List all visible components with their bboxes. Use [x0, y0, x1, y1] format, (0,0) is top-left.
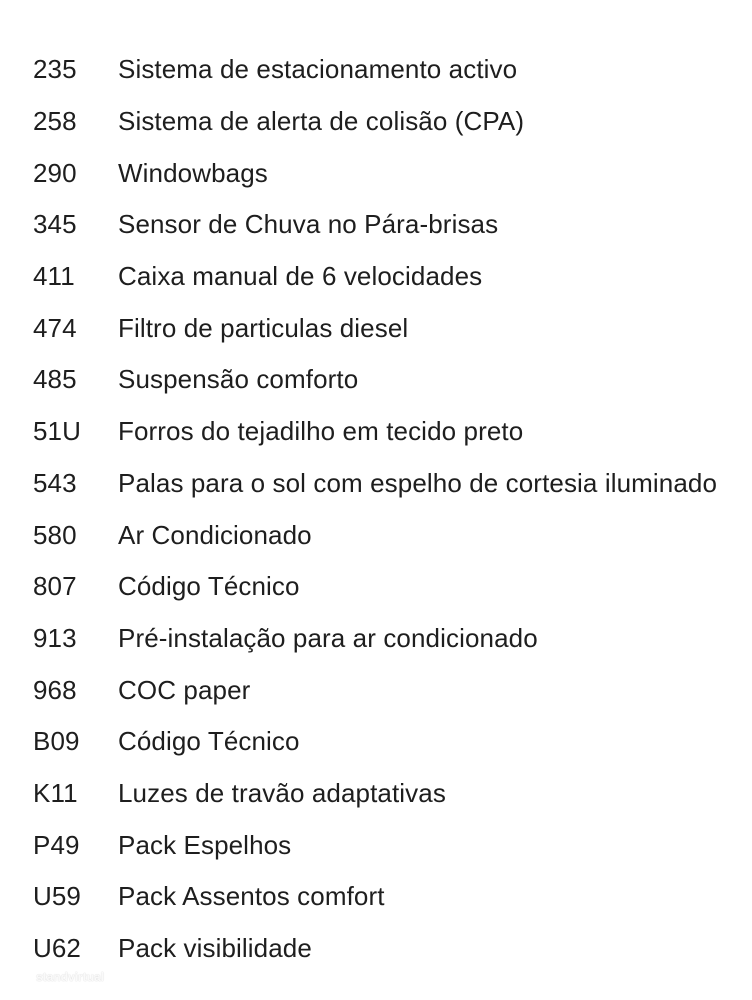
option-description: Windowbags: [118, 157, 268, 188]
option-row: [0, 509, 752, 561]
option-description: Filtro de particulas diesel: [118, 312, 409, 343]
option-description: Pack Assentos comfort: [118, 881, 385, 912]
option-description: Luzes de travão adaptativas: [118, 777, 446, 808]
option-row: [0, 147, 752, 199]
options-list: [0, 44, 752, 974]
option-row: [0, 664, 752, 716]
option-description: COC paper: [118, 674, 251, 705]
option-description: Ar Condicionado: [118, 519, 312, 550]
option-code: 345: [33, 209, 77, 240]
option-code: P49: [33, 829, 80, 860]
option-description: Código Técnico: [118, 726, 300, 757]
option-code: 258: [33, 106, 77, 137]
option-row: [0, 96, 752, 148]
option-row: [0, 716, 752, 768]
option-code: K11: [33, 777, 78, 808]
option-description: Código Técnico: [118, 571, 300, 602]
option-row: [0, 819, 752, 871]
option-code: 543: [33, 467, 77, 498]
option-code: 290: [33, 157, 77, 188]
option-code: B09: [33, 726, 80, 757]
option-description: Sensor de Chuva no Pára-brisas: [118, 209, 499, 240]
option-code: 51U: [33, 416, 81, 447]
watermark-logo: standvirtual: [10, 964, 130, 990]
option-row: [0, 302, 752, 354]
option-row: [0, 199, 752, 251]
option-code: 913: [33, 622, 77, 653]
option-code: 580: [33, 519, 77, 550]
option-row: [0, 561, 752, 613]
option-row: [0, 768, 752, 820]
option-code: U59: [33, 881, 81, 912]
option-row: [0, 251, 752, 303]
option-description: Forros do tejadilho em tecido preto: [118, 416, 524, 447]
option-description: Palas para o sol com espelho de cortesia iluminado: [118, 467, 718, 498]
option-code: 411: [33, 261, 75, 292]
option-description: Suspensão comforto: [118, 364, 359, 395]
option-row: [0, 44, 752, 96]
option-description: Caixa manual de 6 velocidades: [118, 261, 483, 292]
option-code: 485: [33, 364, 77, 395]
option-row: [0, 406, 752, 458]
option-row: [0, 871, 752, 923]
option-row: [0, 354, 752, 406]
option-row: [0, 458, 752, 510]
option-row: [0, 613, 752, 665]
option-description: Pré-instalação para ar condicionado: [118, 622, 538, 653]
option-code: 235: [33, 54, 77, 85]
option-code: 474: [33, 312, 77, 343]
option-code: 968: [33, 674, 77, 705]
option-description: Sistema de alerta de colisão (CPA): [118, 106, 525, 137]
option-code: 807: [33, 571, 77, 602]
option-description: Pack visibilidade: [118, 933, 312, 964]
option-code: U62: [33, 933, 81, 964]
option-description: Sistema de estacionamento activo: [118, 54, 518, 85]
option-description: Pack Espelhos: [118, 829, 292, 860]
